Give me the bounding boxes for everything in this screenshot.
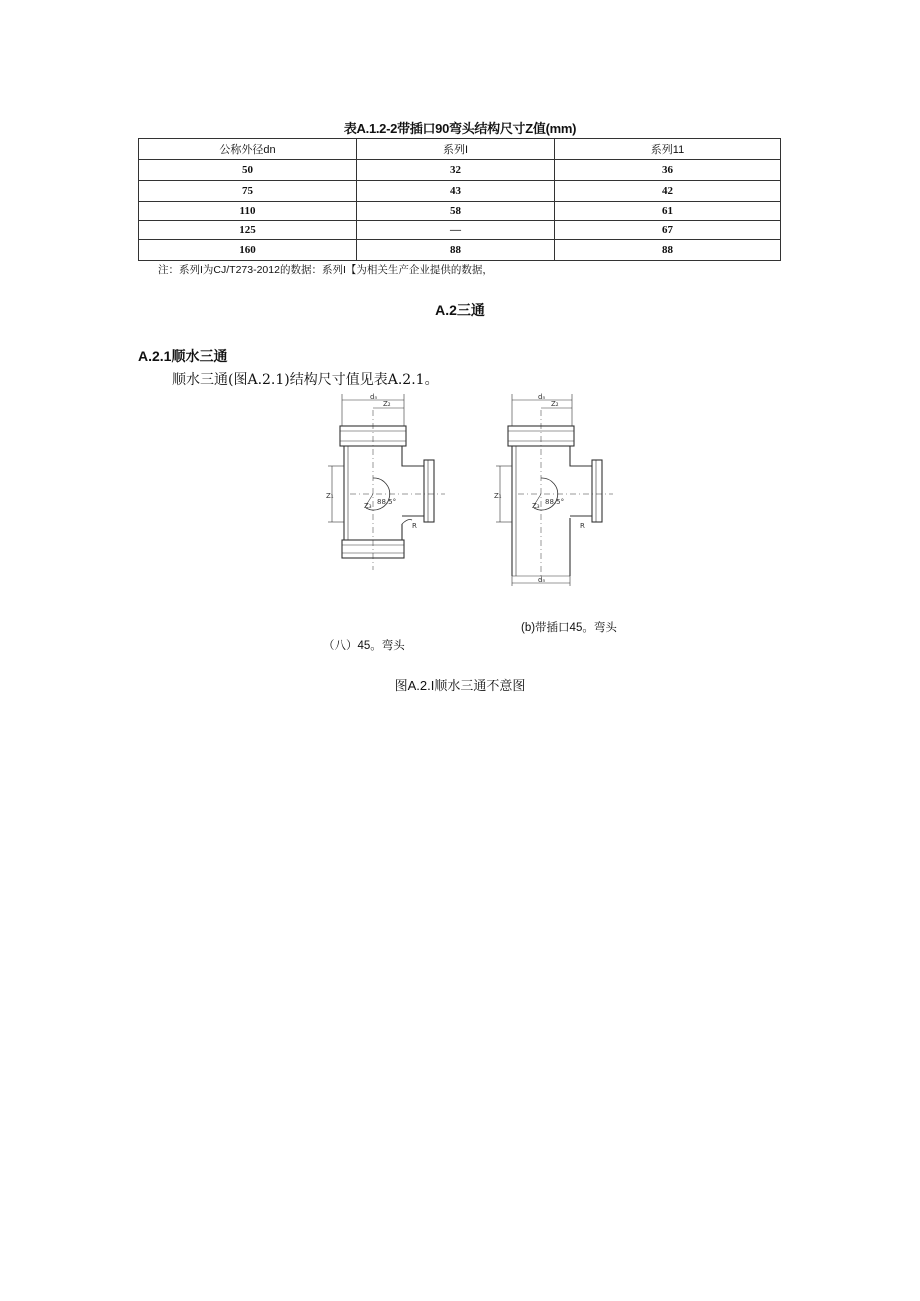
- table-cell: 43: [357, 181, 555, 202]
- table-title: 表A.1.2-2带插口90弯头结构尺寸Z值(mm): [343, 121, 577, 136]
- table-note: 注：系列I为CJ/T273-2012的数据：系列I【为相关生产企业提供的数据，: [158, 264, 493, 276]
- subsection-heading: A.2.1顺水三通: [138, 348, 228, 364]
- table-row: [139, 181, 781, 202]
- header-series-1: 系列I: [357, 139, 555, 160]
- dim-label-z2: Z₂: [383, 400, 391, 408]
- table-cell: 32: [357, 160, 555, 181]
- table-cell: 61: [555, 202, 781, 221]
- figure-caption-b: (b)带插口45。弯头: [521, 622, 617, 634]
- table-cell: 50: [139, 160, 357, 181]
- tee-drawing-a: [320, 390, 450, 590]
- table-cell: 88: [357, 240, 555, 261]
- radius-label: R: [580, 522, 585, 530]
- table-cell: 160: [139, 240, 357, 261]
- table-row: [139, 202, 781, 221]
- section-heading: A.2三通: [435, 302, 485, 318]
- dim-label-dn: dₙ: [538, 393, 546, 401]
- dim-label-z2: Z₂: [551, 400, 559, 408]
- table-cell: 125: [139, 221, 357, 240]
- figure-caption-a: （八）45。弯头: [323, 640, 405, 652]
- table-cell: —: [357, 221, 555, 240]
- header-nominal-diameter: 公称外径dn: [139, 139, 357, 160]
- body-paragraph: 顺水三通(图A.2.1)结构尺寸值见表A.2.1。: [172, 372, 439, 388]
- table-row: [139, 221, 781, 240]
- table-cell: 36: [555, 160, 781, 181]
- table-row: [139, 240, 781, 261]
- dim-label-z3: Z₃: [364, 502, 372, 510]
- table-cell: 58: [357, 202, 555, 221]
- table-cell: 42: [555, 181, 781, 202]
- header-series-2: 系列11: [555, 139, 781, 160]
- table-header-row: [139, 139, 781, 160]
- angle-label: 88.5°: [545, 498, 565, 506]
- table-cell: 88: [555, 240, 781, 261]
- table-cell: 75: [139, 181, 357, 202]
- dim-label-dn-bottom: dₙ: [538, 576, 546, 584]
- table-cell: 110: [139, 202, 357, 221]
- dimension-table: [138, 138, 781, 261]
- radius-label: R: [412, 522, 417, 530]
- table-row: [139, 160, 781, 181]
- dim-label-z1: Z₁: [494, 492, 502, 500]
- dim-label-z1: Z₁: [326, 492, 334, 500]
- dim-label-z3: Z₃: [532, 502, 540, 510]
- tee-drawing-b: [488, 390, 618, 590]
- table-cell: 67: [555, 221, 781, 240]
- figure-title: 图A.2.I顺水三通不意图: [394, 678, 526, 693]
- dim-label-dn: dₙ: [370, 393, 378, 401]
- angle-label: 88.5°: [377, 498, 397, 506]
